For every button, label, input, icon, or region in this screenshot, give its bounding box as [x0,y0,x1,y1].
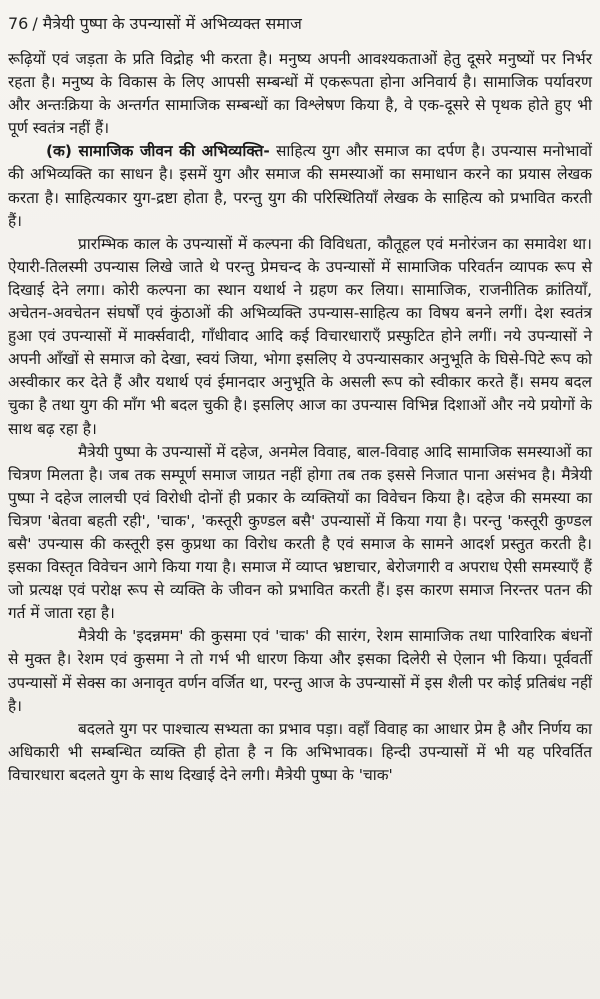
paragraph-6-text: बदलते युग पर पाश्चात्य सभ्यता का प्रभाव पड़ा। वहाँ विवाह का आधार प्रेम है और निर्णय का अधिकारी भी सम्बन्धित व्यक्ति ही होता है न कि अभिभावक। हिन्दी उपन्यासों में भी यह परिवर्तित विचारधारा बदलते युग के साथ दिखाई देने लगी। मैत्रेयी पुष्पा के 'चाक' [8,719,592,784]
body-text [8,48,592,787]
page-number: 76 [8,14,29,33]
paragraph-4 [8,441,592,626]
running-header [8,14,592,34]
paragraph-6 [8,718,592,787]
paragraph-5-text: मैत्रेयी के 'इदन्नमम' की कुसमा एवं 'चाक' की सारंग, रेशम सामाजिक तथा पारिवारिक बंधनों से मुक्त है। रेशम एवं कुसमा ने तो गर्भ भी धारण किया और इसका दिलेरी से ऐलान भी किया। पूर्ववर्ती उपन्यासों में सेक्स का अनावृत वर्णन वर्जित था, परन्तु आज के उपन्यासों में इस शैली पर कोई प्रतिबंध नहीं है। [8,627,592,715]
paragraph-3 [8,233,592,441]
paragraph-2-text: साहित्य युग और समाज का दर्पण है। उपन्यास मनोभावों की अभिव्यक्ति का साधन है। इसमें युग और समाज की समस्याओं का समाधान करने का प्रयास लेखक करता है। साहित्यकार युग-द्रष्टा होता है, परन्तु युग की परिस्थितियाँ लेखक के साहित्य को प्रभावित करती हैं। [8,142,592,230]
header-separator: / [32,14,38,33]
header-title: मैत्रेयी पुष्पा के उपन्यासों में अभिव्यक्त समाज [42,14,302,33]
paragraph-3-text: प्रारम्भिक काल के उपन्यासों में कल्पना की विविधता, कौतूहल एवं मनोरंजन का समावेश था। ऐयारी-तिलस्मी उपन्यास लिखे जाते थे परन्तु प्रेमचन्द के उपन्यासों में सामाजिक परिवर्तन व्यापक रूप से दिखाई देने लगा। कोरी कल्पना का स्थान यथार्थ ने ग्रहण कर लिया। सामाजिक, राजनीतिक क्रांतियाँ, अचेतन-अवचेतन संघर्षों एवं कुंठाओं की अभिव्यक्ति उपन्यास-साहित्य का विषय बनने लगीं। देश स्वतंत्र हुआ एवं उपन्यासों में मार्क्सवादी, गाँधीवाद आदि कई विचारधाराएँ प्रस्फुटित होने लगीं। नये उपन्यासों ने अपनी आँखों से समाज को देखा, स्वयं जिया, भोगा इसलिए ये उपन्यासकार अनुभूति के घिसे-पिटे रूप को अस्वीकार कर देते हैं और यथार्थ एवं ईमानदार अनुभूति के असली रूप को स्वीकार करते हैं। समय बदल चुका है तथा युग की माँग भी बदल चुकी है। इसलिए आज का उपन्यास विभिन्न दिशाओं और नये प्रयोगों के साथ बढ़ रहा है। [8,234,592,438]
paragraph-1 [8,48,592,140]
paragraph-2 [8,140,592,232]
paragraph-1-text: रूढ़ियों एवं जड़ता के प्रति विद्रोह भी करता है। मनुष्य अपनी आवश्यकताओं हेतु दूसरे मनुष्यों पर निर्भर रहता है। मनुष्य के विकास के लिए आपसी सम्बन्धों में एकरूपता होना अनिवार्य है। सामाजिक पर्यावरण और अन्तःक्रिया के अन्तर्गत सामाजिक सम्बन्धों का विश्लेषण किया है, वे एक-दूसरे से पृथक होते हुए भी पूर्ण स्वतंत्र नहीं हैं। [8,50,592,138]
paragraph-4-text: मैत्रेयी पुष्पा के उपन्यासों में दहेज, अनमेल विवाह, बाल-विवाह आदि सामाजिक समस्याओं का चित्रण मिलता है। जब तक सम्पूर्ण समाज जाग्रत नहीं होगा तब तक इससे निजात पाना असंभव है। मैत्रेयी पुष्पा ने दहेज लालची एवं विरोधी दोनों ही प्रकार के व्यक्तियों का विवेचन किया है। दहेज की समस्या का चित्रण 'बेतवा बहती रही', 'चाक', 'कस्तूरी कुण्डल बसै' उपन्यासों में किया गया है। परन्तु 'कस्तूरी कुण्डल बसै' उपन्यास की कस्तूरी इस कुप्रथा का विरोध करती है एवं समाज के सामने आदर्श प्रस्तुत करती है। इसका विस्तृत विवेचन आगे किया गया है। समाज में व्याप्त भ्रष्टाचार, बेरोजगारी व अपराध ऐसी समस्याएँ हैं जो प्रत्यक्ष एवं परोक्ष रूप से व्यक्ति के जीवन को प्रभावित करती हैं। इस कारण समाज निरन्तर पतन की गर्त में जाता रहा है। [8,442,592,623]
paragraph-5 [8,625,592,717]
section-heading: (क) सामाजिक जीवन की अभिव्यक्ति- [46,142,270,161]
